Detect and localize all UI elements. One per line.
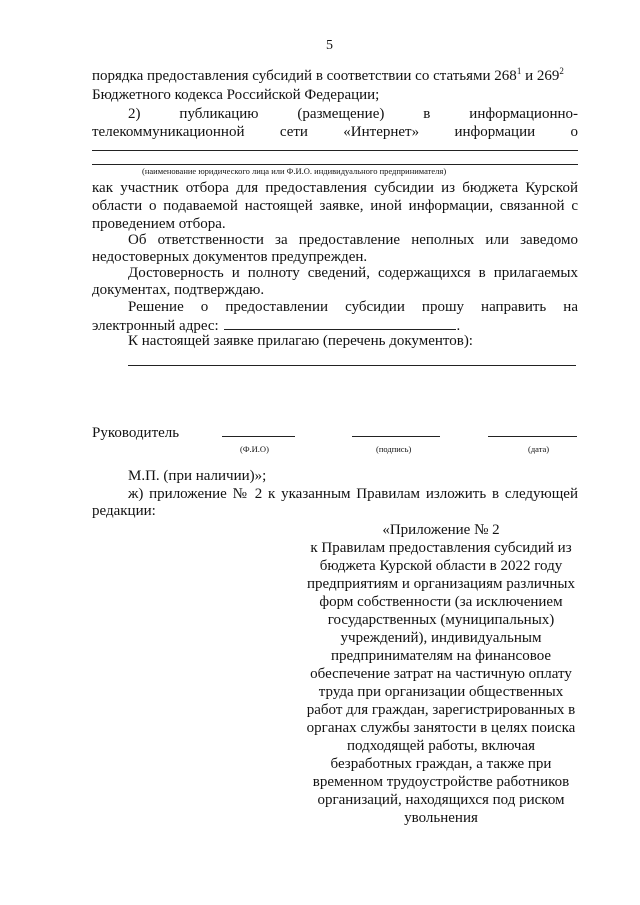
appendix-line: бюджета Курской области в 2022 году xyxy=(319,558,563,574)
appendix-line: государственных (муниципальных) xyxy=(327,612,555,628)
page-number: 5 xyxy=(326,38,333,53)
appendix-line: учреждений), индивидуальным xyxy=(340,630,542,646)
paragraph-line xyxy=(92,68,578,85)
field-caption: (Ф.И.О) xyxy=(240,444,269,454)
appendix-line: к Правилам предоставления субсидий из xyxy=(310,540,572,556)
paragraph-line: К настоящей заявке прилагаю (перечень документов): xyxy=(128,333,473,349)
superscript: 2 xyxy=(559,66,564,76)
appendix-line: работ для граждан, зарегистрированных в xyxy=(306,702,576,718)
blank-fill-line xyxy=(128,365,576,366)
blank-fill-line xyxy=(92,150,578,151)
signature-blank xyxy=(352,436,440,437)
paragraph-line: 2) публикацию (размещение) в информационно- xyxy=(128,106,578,122)
text-run: порядка предоставления субсидий в соответствии со статьями 268 xyxy=(92,68,517,84)
paragraph-line: редакции: xyxy=(92,503,156,519)
appendix-line: временном трудоустройстве работников xyxy=(312,774,570,790)
paragraph-line: проведением отбора. xyxy=(92,216,226,232)
paragraph-line: Об ответственности за предоставление неполных или заведомо xyxy=(128,232,578,248)
appendix-line: «Приложение № 2 xyxy=(382,522,500,538)
appendix-line: подходящей работы, включая xyxy=(346,738,536,754)
appendix-line: предпринимателям на финансовое xyxy=(330,648,552,664)
appendix-line: организаций, находящихся под риском xyxy=(317,792,565,808)
appendix-line: безработных граждан, а также при xyxy=(330,756,552,772)
appendix-line: форм собственности (за исключением xyxy=(319,594,563,610)
field-caption: (дата) xyxy=(528,444,550,454)
paragraph-line: недостоверных документов предупрежден. xyxy=(92,249,368,265)
text-run: и 269 xyxy=(521,68,560,84)
paragraph-line: ж) приложение № 2 к указанным Правилам изложить в следующей xyxy=(128,486,578,502)
appendix-line: обеспечение затрат на частичную оплату xyxy=(310,666,572,682)
appendix-line: органах службы занятости в целях поиска xyxy=(306,720,576,736)
appendix-line: труда при организации общественных xyxy=(318,684,564,700)
blank-fill-line xyxy=(92,164,578,165)
appendix-line: увольнения xyxy=(404,810,478,826)
paragraph-line: Решение о предоставлении субсидии прошу направить на xyxy=(128,299,578,315)
text-run: . xyxy=(456,318,461,334)
field-caption: (наименование юридического лица или Ф.И.О. индивидуального предпринимателя) xyxy=(142,166,447,176)
signature-blank xyxy=(488,436,577,437)
paragraph-line: как участник отбора для предоставления субсидии из бюджета Курской xyxy=(92,180,578,196)
paragraph-line: телекоммуникационной сети «Интернет» информации о xyxy=(92,124,578,140)
paragraph-line: документах, подтверждаю. xyxy=(92,282,265,298)
paragraph-line: Бюджетного кодекса Российской Федерации; xyxy=(92,87,380,103)
field-caption: (подпись) xyxy=(376,444,412,454)
signature-blank xyxy=(222,436,295,437)
signatory-label: Руководитель xyxy=(92,425,180,441)
appendix-line: предприятиям и организациям различных xyxy=(307,576,575,592)
superscript: 1 xyxy=(516,66,522,76)
stamp-note: М.П. (при наличии)»; xyxy=(128,468,267,484)
paragraph-line: Достоверность и полноту сведений, содержащихся в прилагаемых xyxy=(128,265,578,281)
paragraph-line: области о подаваемой настоящей заявке, иной информации, связанной с xyxy=(92,198,578,214)
email-blank xyxy=(224,316,456,330)
text-run: электронный адрес: xyxy=(92,318,219,334)
